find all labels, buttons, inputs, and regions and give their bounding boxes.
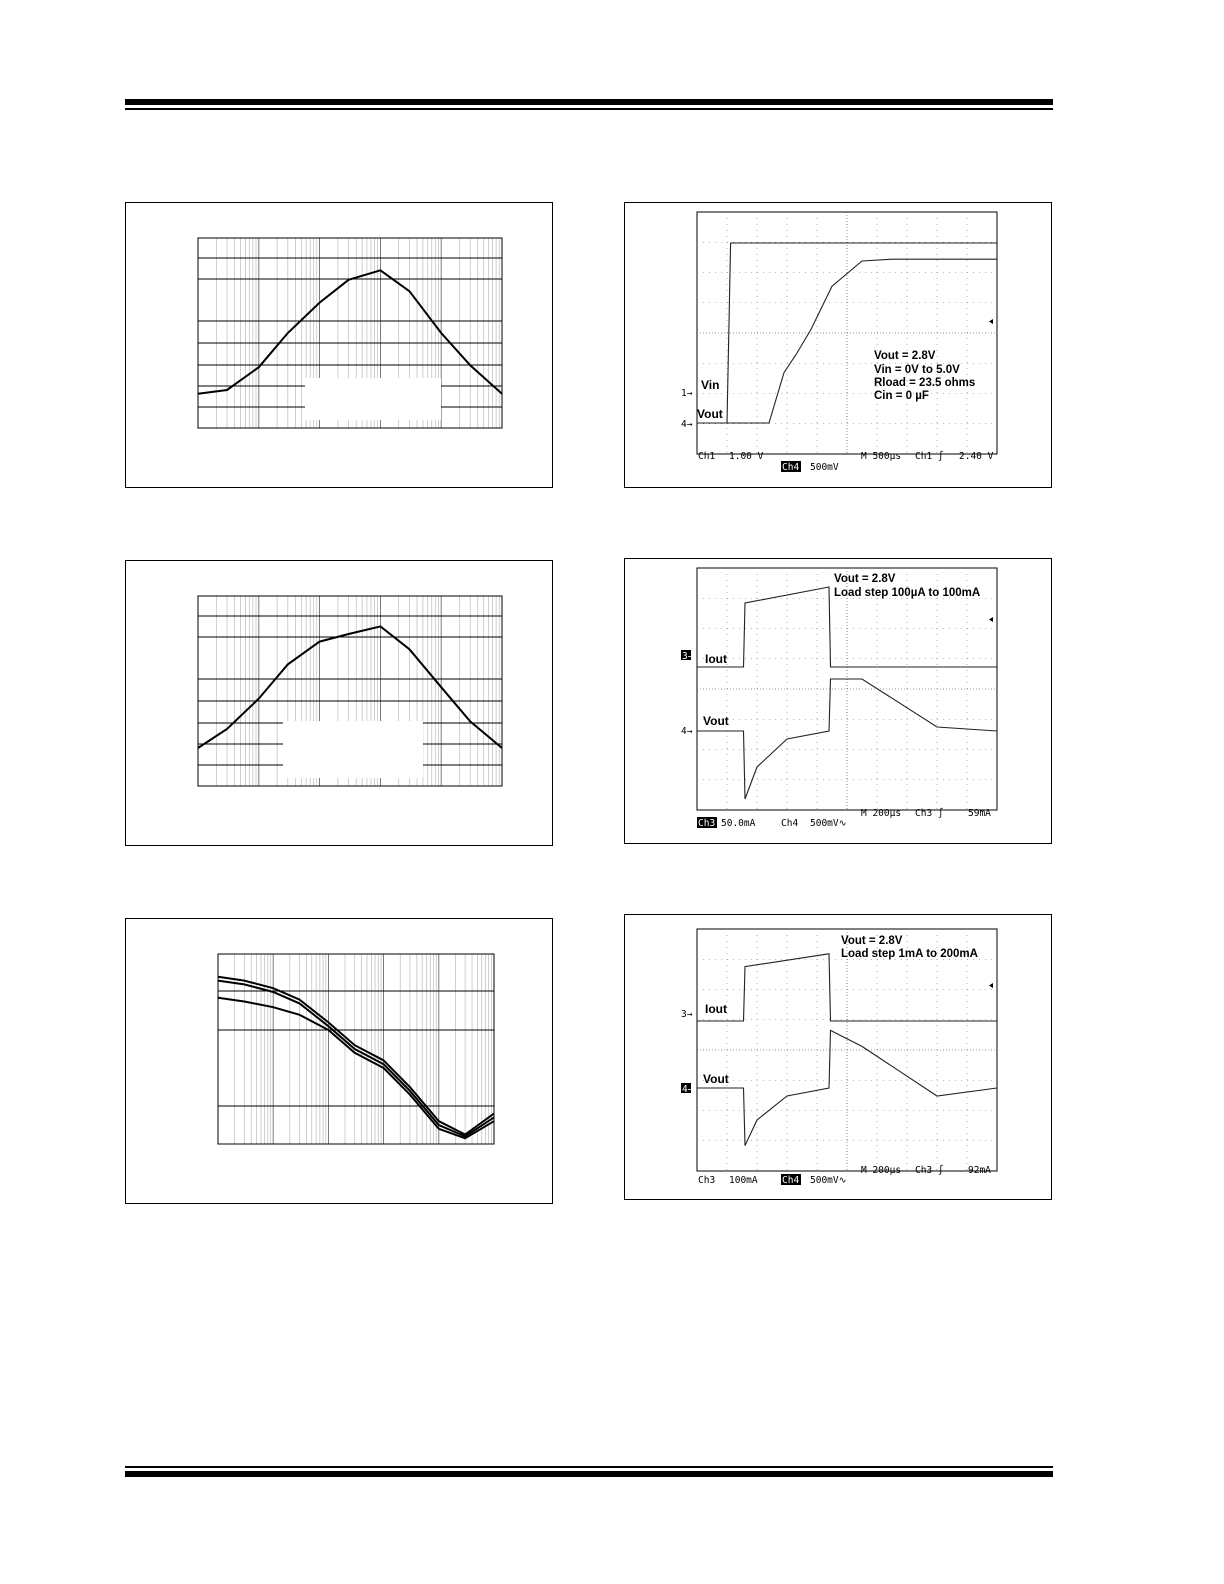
series-line-3 bbox=[218, 998, 494, 1139]
freq-plot-panel-1 bbox=[125, 202, 553, 488]
ch4-marker: 4→ bbox=[681, 726, 693, 737]
annotation-line-4: Cin = 0 µF bbox=[874, 390, 929, 402]
iout-label: Iout bbox=[705, 1002, 727, 1016]
series-line-1 bbox=[198, 270, 502, 394]
header-rule-thick bbox=[125, 99, 1053, 105]
annotation-line-1: Vout = 2.8V bbox=[841, 935, 903, 947]
ch4-marker: 4→ bbox=[682, 1084, 694, 1095]
scope-panel-startup bbox=[624, 202, 1052, 488]
trigger-level-marker bbox=[989, 319, 993, 324]
trigger-level-marker bbox=[989, 617, 993, 622]
status-timebase: M 500µs bbox=[861, 451, 902, 462]
ch3-marker: 3→ bbox=[682, 651, 694, 662]
ch4-marker: 4→ bbox=[681, 419, 693, 430]
status-trigger: Ch3 ∫ bbox=[915, 1165, 944, 1176]
status-ch-a: Ch3 bbox=[698, 818, 716, 829]
status-ch-a-scale: 100mA bbox=[729, 1175, 758, 1186]
status-trigger: Ch1 ∫ bbox=[915, 451, 944, 462]
vout-label: Vout bbox=[697, 407, 723, 421]
freq-plot-2 bbox=[126, 561, 554, 847]
iout-label: Iout bbox=[705, 652, 727, 666]
status-timebase: M 200µs bbox=[861, 808, 902, 819]
annotation-line-1: Vout = 2.8V bbox=[834, 573, 896, 585]
scope-load-step-1 bbox=[625, 559, 1053, 845]
freq-plot-3 bbox=[126, 919, 554, 1205]
vin-label: Vin bbox=[701, 378, 720, 392]
freq-plot-panel-2 bbox=[125, 560, 553, 846]
footer-rule-thin bbox=[125, 1466, 1053, 1468]
status-ch-b: Ch4 bbox=[782, 462, 800, 473]
scope-startup bbox=[625, 203, 1053, 489]
ch1-marker: 1→ bbox=[681, 388, 693, 399]
scope-panel-load-step-1 bbox=[624, 558, 1052, 844]
status-trigger: Ch3 ∫ bbox=[915, 808, 944, 819]
status-trigger-level: 92mA bbox=[968, 1165, 991, 1176]
status-trigger-level: 2.40 V bbox=[959, 451, 994, 462]
plot-blank-area bbox=[305, 378, 441, 420]
status-timebase: M 200µs bbox=[861, 1165, 902, 1176]
plot-blank-area bbox=[283, 721, 423, 778]
header-rule-thin bbox=[125, 108, 1053, 110]
status-ch-b-scale: 500mV∿ bbox=[810, 1175, 847, 1186]
footer-rule-thick bbox=[125, 1471, 1053, 1477]
trigger-level-marker bbox=[989, 983, 993, 988]
freq-plot-1 bbox=[126, 203, 554, 489]
annotation-line-3: Rload = 23.5 ohms bbox=[874, 377, 976, 389]
status-ch-a-scale: 1.00 V bbox=[729, 451, 764, 462]
status-ch-a: Ch3 bbox=[698, 1175, 716, 1186]
scope-load-step-2 bbox=[625, 915, 1053, 1201]
status-trigger-level: 59mA bbox=[968, 808, 991, 819]
annotation-line-2: Vin = 0V to 5.0V bbox=[874, 364, 960, 376]
ch3-marker: 3→ bbox=[681, 1009, 693, 1020]
annotation-line-2: Load step 100µA to 100mA bbox=[834, 587, 981, 599]
annotation-line-2: Load step 1mA to 200mA bbox=[841, 948, 978, 960]
annotation-line-1: Vout = 2.8V bbox=[874, 350, 936, 362]
series-line-1 bbox=[218, 977, 494, 1135]
status-ch-b: Ch4 bbox=[782, 1175, 800, 1186]
status-ch-b: Ch4 bbox=[781, 818, 799, 829]
status-ch-b-scale: 500mV bbox=[810, 462, 839, 473]
vout-label: Vout bbox=[703, 1072, 729, 1086]
status-ch-a: Ch1 bbox=[698, 451, 716, 462]
status-ch-b-scale: 500mV∿ bbox=[810, 818, 847, 829]
status-ch-a-scale: 50.0mA bbox=[721, 818, 756, 829]
scope-panel-load-step-2 bbox=[624, 914, 1052, 1200]
freq-plot-panel-3 bbox=[125, 918, 553, 1204]
vout-label: Vout bbox=[703, 714, 729, 728]
